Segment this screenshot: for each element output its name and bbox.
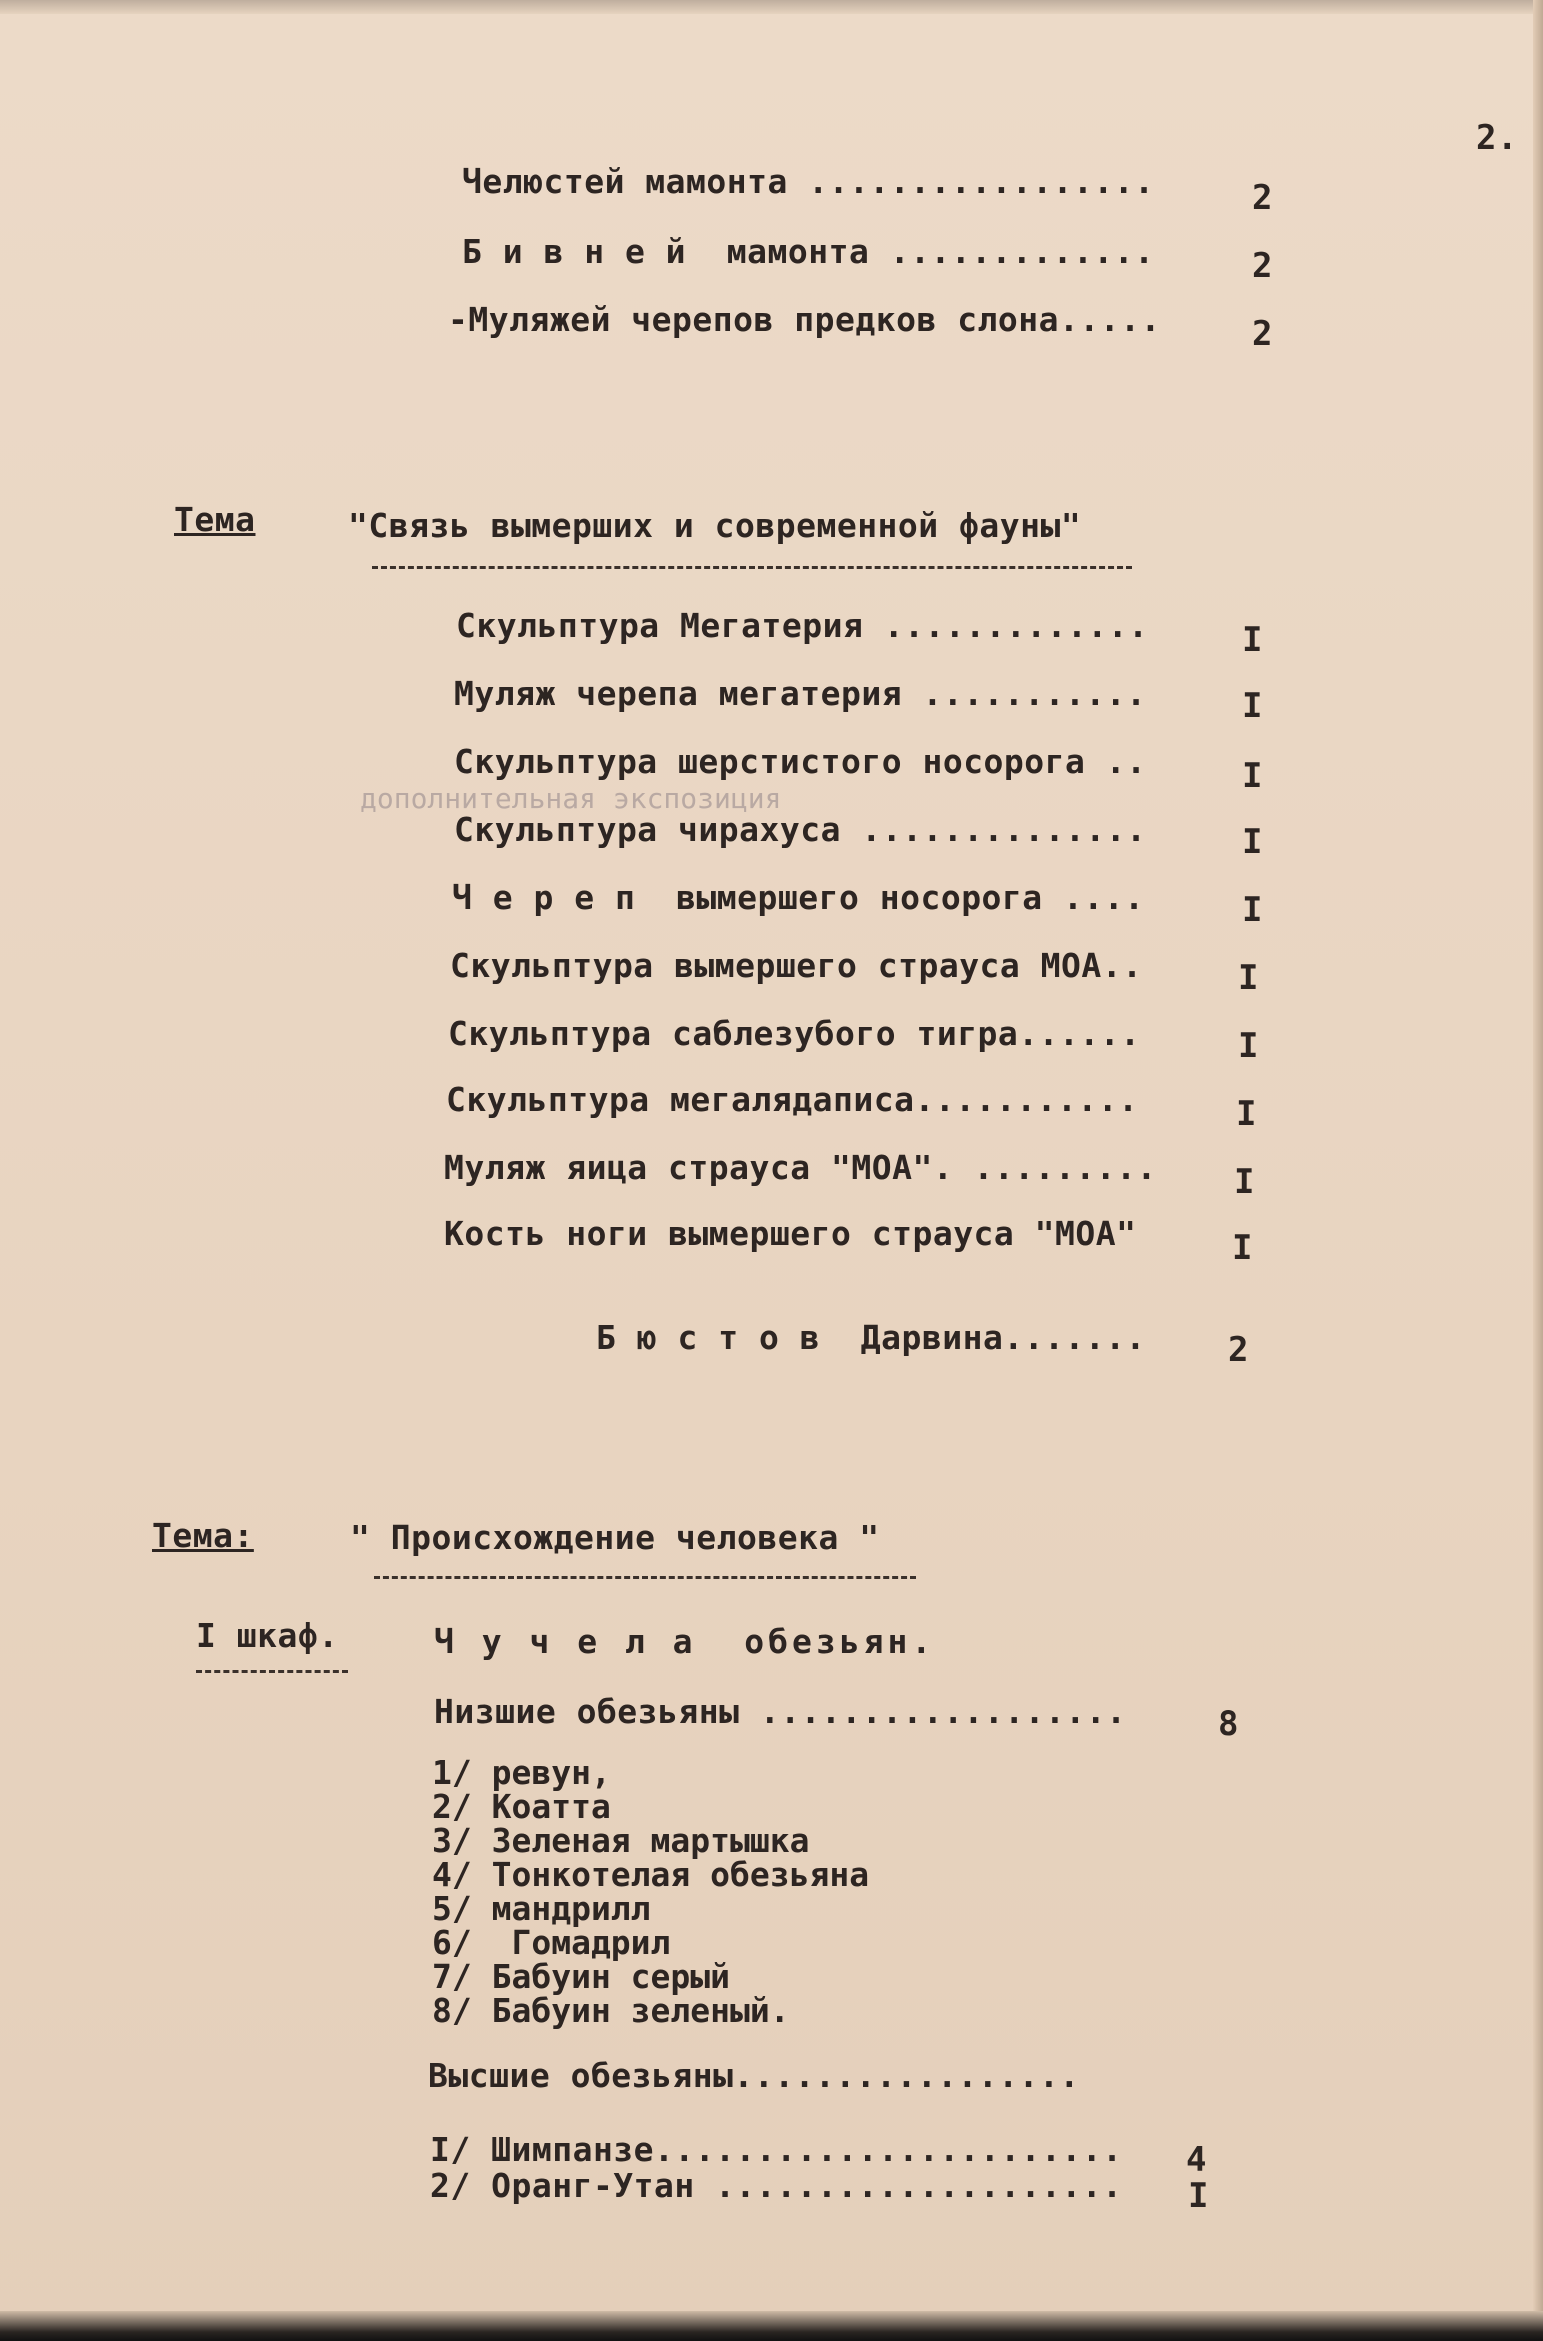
theme-title-2-underline <box>374 1576 916 1579</box>
higher-monkeys-line: Высшие обезьяны................. <box>428 2056 1080 2095</box>
page-number: 2. <box>1476 118 1518 158</box>
list-item: 2/ Коатта <box>432 1787 611 1826</box>
theme-title-2: " Происхождение человека " <box>350 1518 880 1557</box>
scan-bottom-edge <box>0 2311 1543 2341</box>
qty-chirakhus-sculpture: I <box>1242 822 1263 862</box>
list-item: 1/ ревун, <box>432 1753 611 1792</box>
qty-elephant-ancestor-skulls: 2 <box>1252 314 1273 354</box>
theme-label-2: Тема: <box>152 1516 254 1555</box>
qty-megatherium-skull-cast: I <box>1242 686 1263 726</box>
faint-overprint-text: дополнительная экспозиция <box>360 782 782 815</box>
cabinet-label: I шкаф. <box>196 1616 339 1655</box>
stuffed-monkeys-heading: Ч у ч е л а обезьян. <box>434 1622 936 1661</box>
theme-title-1: "Связь вымерших и современной фауны" <box>348 506 1082 545</box>
qty-megatherium-sculpture: I <box>1242 620 1263 660</box>
theme-label-1: Тема <box>174 500 256 539</box>
qty-megaladapis-sculpture: I <box>1236 1094 1257 1134</box>
list-item: 4/ Тонкотелая обезьяна <box>432 1855 870 1894</box>
cabinet-label-underline <box>196 1670 348 1673</box>
theme-title-1-underline <box>372 566 1132 569</box>
item-extinct-rhino-skull: Ч е р е п вымершего носорога .... <box>452 878 1145 917</box>
item-sabertooth-sculpture: Скульптура саблезубого тигра...... <box>448 1014 1141 1053</box>
paper-right-edge <box>1533 0 1543 2341</box>
item-megaladapis-sculpture: Скульптура мегалядаписа........... <box>446 1080 1139 1119</box>
item-orangutan: 2/ Оранг-Утан .................... <box>430 2166 1123 2205</box>
item-woolly-rhino-sculpture: Скульптура шерстистого носорога .. <box>454 742 1147 781</box>
qty-orangutan: I <box>1188 2176 1209 2216</box>
qty-moa-sculpture: I <box>1238 958 1259 998</box>
list-item: 8/ Бабуин зеленый. <box>432 1991 790 2030</box>
item-moa-sculpture: Скульптура вымершего страуса МОА.. <box>450 946 1143 985</box>
paper-top-edge <box>0 0 1543 14</box>
item-moa-egg-cast: Муляж яица страуса "МОА". ......... <box>444 1148 1157 1187</box>
item-elephant-ancestor-skulls: -Муляжей черепов предков слона..... <box>448 300 1161 339</box>
item-moa-leg-bone: Кость ноги вымершего страуса "МОА" <box>444 1214 1137 1253</box>
qty-mammoth-tusks: 2 <box>1252 246 1273 286</box>
qty-woolly-rhino-sculpture: I <box>1242 756 1263 796</box>
qty-sabertooth-sculpture: I <box>1238 1026 1259 1066</box>
item-chirakhus-sculpture: Скульптура чирахуса .............. <box>454 810 1147 849</box>
item-mammoth-tusks: Б и в н е й мамонта ............. <box>462 232 1155 271</box>
item-chimpanzee: I/ Шимпанзе....................... <box>430 2130 1123 2169</box>
item-mammoth-jaws: Челюстей мамонта ................. <box>462 162 1155 201</box>
lower-monkeys-list <box>432 1753 870 2030</box>
qty-extinct-rhino-skull: I <box>1242 890 1263 930</box>
qty-moa-leg-bone: I <box>1232 1228 1253 1268</box>
list-item: 5/ мандрилл <box>432 1889 651 1928</box>
lower-monkeys-line: Низшие обезьяны .................. <box>434 1692 1127 1731</box>
item-megatherium-sculpture: Скульптура Мегатерия ............. <box>456 606 1149 645</box>
list-item: 6/ Гомадрил <box>432 1923 671 1962</box>
qty-chimpanzee: 4 <box>1186 2140 1207 2180</box>
qty-lower-monkeys: 8 <box>1218 1704 1239 1744</box>
item-megatherium-skull-cast: Муляж черепа мегатерия ........... <box>454 674 1147 713</box>
item-darwin-busts: Б ю с т о в Дарвина....... <box>596 1318 1146 1357</box>
list-item: 7/ Бабуин серый <box>432 1957 731 1996</box>
qty-moa-egg-cast: I <box>1234 1162 1255 1202</box>
qty-mammoth-jaws: 2 <box>1252 178 1273 218</box>
list-item: 3/ Зеленая мартышка <box>432 1821 810 1860</box>
qty-darwin-busts: 2 <box>1228 1330 1249 1370</box>
